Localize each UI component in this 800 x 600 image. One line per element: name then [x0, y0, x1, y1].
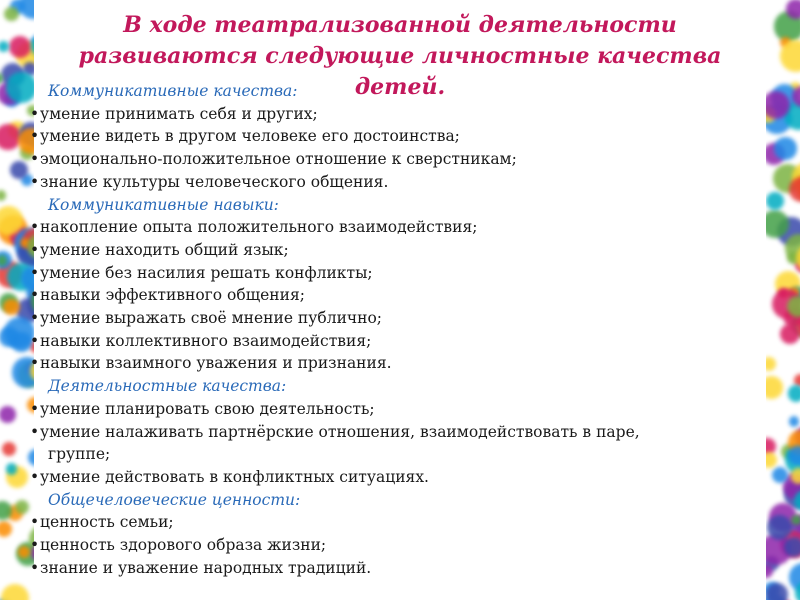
list-item: • умение планировать свою деятельность;: [28, 398, 768, 421]
decorative-blob: [766, 192, 784, 210]
decorative-blob: [766, 583, 788, 600]
section-heading: Общечеловеческие ценности:: [48, 490, 301, 509]
decorative-blob: [774, 137, 796, 159]
decorative-blob: [0, 41, 9, 52]
decorative-blob: [780, 324, 800, 345]
decorative-blob: [786, 0, 800, 19]
list-item: • навыки коллективного взаимодействия;: [28, 330, 768, 353]
slide-title: В ходе театрализованной деятельности развиваются следующие личностные качества детей.: [78, 12, 722, 100]
list-item-continuation: [28, 443, 768, 466]
list-item: • умение выражать своё мнение публично;: [28, 307, 768, 330]
list-item: • накопление опыта положительного взаимодействия;: [28, 216, 768, 239]
right-decorative-border: [766, 0, 800, 600]
list-item: • умение находить общий язык;: [28, 239, 768, 262]
decorative-blob: [0, 190, 6, 201]
slide-content: [28, 80, 768, 579]
decorative-blob: [9, 36, 31, 58]
decorative-blob: [789, 416, 800, 427]
section-heading: Коммуникативные навыки:: [48, 195, 279, 214]
list-item: • умение без насилия решать конфликты;: [28, 262, 768, 285]
decorative-blob: [15, 500, 29, 514]
decorative-blob: [784, 537, 800, 557]
decorative-blob: [0, 521, 12, 537]
list-item: • умение принимать себя и других;: [28, 103, 768, 126]
list-item: • умение действовать в конфликтных ситуациях.: [28, 466, 768, 489]
decorative-blob: [1, 584, 30, 600]
list-item-continuation-text: группе;: [48, 445, 111, 464]
section-heading: Коммуникативные качества:: [48, 82, 298, 100]
decorative-blob: [3, 299, 19, 315]
decorative-blob: [19, 0, 34, 19]
decorative-blob: [791, 468, 800, 484]
list-item: • умение видеть в другом человеке его достоинства;: [28, 125, 768, 148]
list-item: • ценность здорового образа жизни;: [28, 534, 768, 557]
decorative-blob: [4, 7, 19, 22]
list-item: • умение налаживать партнёрские отношения, взаимодействовать в паре,: [28, 421, 768, 444]
list-item: • навыки эффективного общения;: [28, 284, 768, 307]
list-item: • эмоционально-положительное отношение к сверстникам;: [28, 148, 768, 171]
list-item: • знание культуры человеческого общения.: [28, 171, 768, 194]
list-item: • знание и уважение народных традиций.: [28, 557, 768, 580]
list-item: • навыки взаимного уважения и признания.: [28, 352, 768, 375]
decorative-blob: [10, 161, 28, 179]
decorative-blob: [766, 376, 783, 399]
decorative-blob: [789, 177, 800, 202]
decorative-blob: [788, 385, 800, 401]
section-heading: Деятельностные качества:: [48, 377, 287, 396]
decorative-blob: [791, 515, 800, 525]
list-item: • ценность семьи;: [28, 511, 768, 534]
decorative-blob: [0, 406, 16, 422]
decorative-blob: [6, 463, 18, 475]
decorative-blob: [2, 442, 16, 456]
